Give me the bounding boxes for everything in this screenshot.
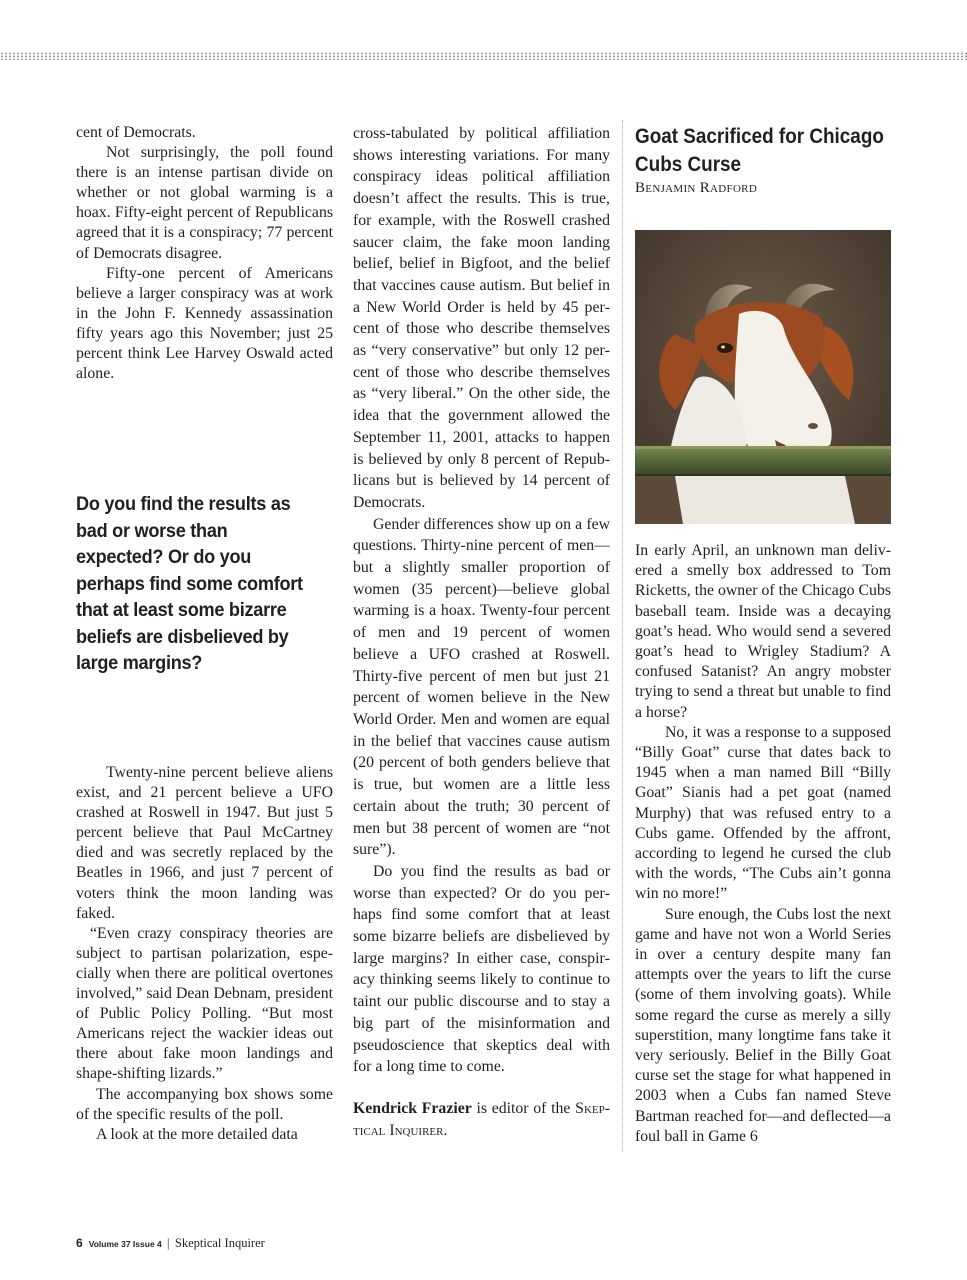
sidebar xyxy=(635,123,891,1153)
page-number: 6 xyxy=(76,1236,83,1250)
volume-issue: Volume 37 Issue 4 xyxy=(88,1239,162,1249)
footer-publication: Skeptical Inquirer xyxy=(174,1236,265,1250)
author-name: Kendrick Frazier xyxy=(353,1099,472,1117)
middle-paragraph: Gender differences show up on a few questions. Thirty-nine percent of men—but a slightly smaller proportion of women (35 percent)—believe global warming is a hoax. Twenty-four percent of men and 19 percent of women believe a UFO crashed at Roswell. Thirty-five percent of men but just 21 percent of women believe in the New World Order. Men and women are equal in the belief that vaccines cause autism (20 percent of both genders believe that is true, but women are a little less certain about the truth; 30 percent of men but 38 percent of women are “not sure”). xyxy=(353,515,610,859)
author-bio-text: is editor of the xyxy=(471,1099,576,1117)
goat-photo xyxy=(635,230,891,524)
left-paragraph: The accompanying box shows some of the specific results of the poll. xyxy=(76,1085,333,1123)
left-paragraph: cent of Democrats. xyxy=(76,124,196,141)
left-paragraph: Not surprisingly, the poll found there is an intense partisan divide on whether or not global warming is a hoax. Fifty-eight percent of Republicans agreed that it is a conspiracy; 77 percent of Democrats disagree. xyxy=(76,144,333,262)
author-bio-end: . xyxy=(443,1121,448,1139)
author-bio-publication: Skeptical Inquirer xyxy=(353,1099,610,1139)
author-bio xyxy=(353,1098,610,1141)
top-dotted-rule xyxy=(0,52,967,60)
sidebar-paragraph: No, it was a response to a supposed “Billy Goat” curse that dates back to 1945 when a man named Bill “Billy Goat” Sianis had a pet goat (named Murphy) that was refused entry to a Cubs game. Offended by the affront, according to legend he cursed the club with the words, “The Cubs ain’t gonna win no more!” xyxy=(635,723,891,903)
column-divider xyxy=(622,120,623,1152)
middle-paragraph: Do you find the results as bad or worse than expected? Or do you perhaps find some comfort that at least some bizarre beliefs are disbelieved by large margins? In either case, conspiracy thinking seems likely to continue to taint our public discourse and to stay a big part of the misinformation and pseudoscience that skeptics deal with for a long time to come. xyxy=(353,862,610,1076)
footer-separator: | xyxy=(166,1236,170,1250)
left-paragraph: “Even crazy conspiracy theories are subject to partisan polarization, especially when there are political overtones involved,” said Dean Debnam, president of Public Policy Polling. “But most Americans reject the wackier ideas out there about fake moon landings and shape-shifting lizards.” xyxy=(76,924,333,1083)
sidebar-byline: Benjamin Radford xyxy=(635,180,758,196)
sidebar-text xyxy=(635,541,891,1147)
sidebar-paragraph: Sure enough, the Cubs lost the next game and have not won a World Series in over a century despite many fan attempts over the years to lift the curse (some of them involving goats). While some regard the curse as merely a silly superstition, many longtime fans take it very seriously. Belief in the Billy Goat curse set the stage for what happened in 2003 when a Cubs fan named Steve Bartman reached for—and deflected—a foul ball in Game 6 xyxy=(635,905,891,1145)
page-footer xyxy=(76,1236,265,1251)
left-column xyxy=(76,123,333,1153)
left-paragraph: A look at the more detailed data xyxy=(96,1125,298,1143)
goat-image xyxy=(635,230,891,524)
middle-column xyxy=(353,123,610,1141)
sidebar-title: Goat Sacrificed for Chicago Cubs Curse xyxy=(635,125,884,176)
left-bottom-text xyxy=(76,763,333,1145)
left-paragraph: Twenty-nine percent believe aliens exist, and 21 percent believe a UFO crashed at Roswell in 1947. But just 5 percent believe that Paul McCartney died and was secretly replaced by the Beatles in 1966, and just 7 percent of voters think the moon landing was faked. xyxy=(76,764,333,922)
sidebar-paragraph: In early April, an unknown man delivered a smelly box addressed to Tom Ricketts, the owner of the Chicago Cubs baseball team. Inside was a decaying goat’s head. Who would send a severed goat’s head to Wrigley Stadium? A confused Satanist? An angry mobster trying to send a threat but unable to find a horse? xyxy=(635,542,891,721)
middle-paragraph: cross-tabulated by political affiliation shows interesting variations. For many conspiracy ideas political affiliation doesn’t affect the results. This is true, for example, with the Roswell crashed saucer claim, the fake moon landing belief, belief in Bigfoot, and the belief that vaccines cause autism. But belief in a New World Order is held by 45 percent of those who describe themselves as “very conservative” but only 12 percent of those who describe themselves as “very liberal.” On the other side, the idea that the government allowed the September 11, 2001, attacks to happen is believed by only 8 percent of Republicans but is believed by 14 percent of Democrats. xyxy=(353,125,610,511)
pull-quote: Do you find the results as bad or worse than expected? Or do you perhaps find some comfort that at least some bizarre beliefs are disbelieved by large margins? xyxy=(76,493,303,674)
left-paragraph: Fifty-one percent of Americans believe a larger conspiracy was at work in the John F. Kennedy assassination fifty years ago this November; just 25 percent think Lee Harvey Oswald acted alone. xyxy=(76,264,333,383)
